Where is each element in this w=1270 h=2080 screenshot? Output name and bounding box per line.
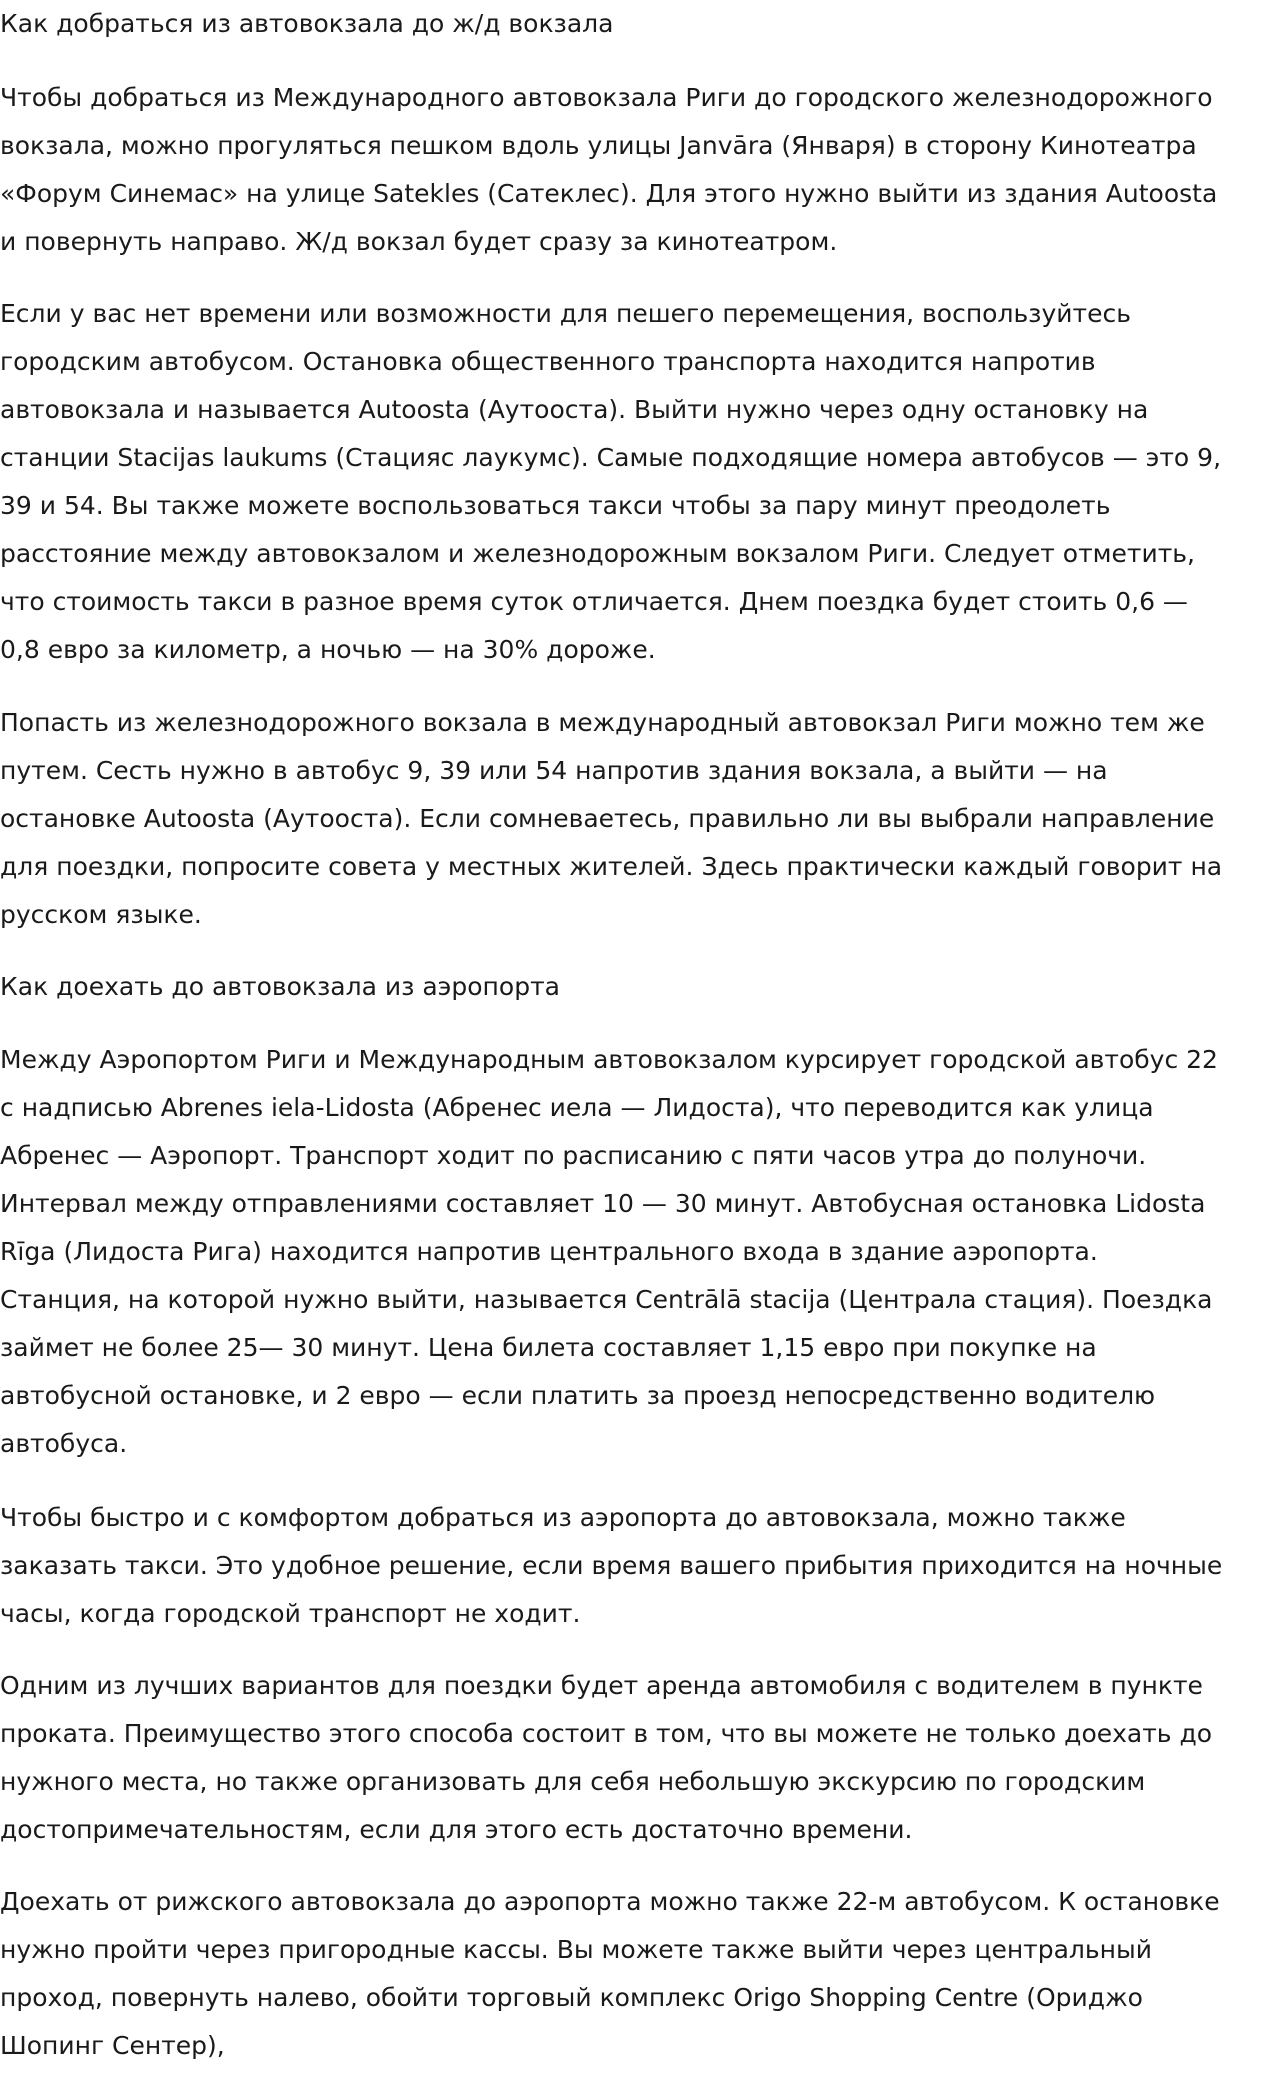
section-heading-bus-to-train-station: Как добраться из автовокзала до ж/д вокзала xyxy=(0,9,614,38)
paragraph-car-rental: Одним из лучших вариантов для поездки будет аренда автомобиля с водителем в пункте проката. Преимущество этого способа состоит в том, что вы можете не только доехать до нужного места, но также организовать для себя небольшую экскурсию по городским достопримечательностям, если для этого есть достаточно времени. xyxy=(0,1671,1213,1844)
section-heading-airport-to-bus-station: Как доехать до автовокзала из аэропорта xyxy=(0,972,560,1001)
paragraph-city-bus-and-taxi: Если у вас нет времени или возможности для пешего перемещения, воспользуйтесь городским автобусом. Остановка общественного транспорта находится напротив автовокзала и называется Autoosta (Аутооста). Выйти нужно через одну остановку на станции Stacijas laukums (Стацияс лаукумс). Самые подходящие номера автобусов — это 9, 39 и 54. Вы также можете воспользоваться такси чтобы за пару минут преодолеть расстояние между автовокзалом и железнодорожным вокзалом Риги. Следует отметить, что стоимость такси в разное время суток отличается. Днем поездка будет стоить 0,6 — 0,8 евро за километр, а ночью — на 30% дороже. xyxy=(0,299,1222,664)
paragraph-bus-22: Между Аэропортом Риги и Международным автовокзалом курсирует городской автобус 22 с надписью Abrenes iela-Lidosta (Абренес иела — Лидоста), что переводится как улица Абренес — Аэропорт. Транспорт ходит по расписанию с пяти часов утра до полуночи. Интервал между отправлениями составляет 10 — 30 минут. Автобусная остановка Lidosta Rīga (Лидоста Рига) находится напротив центрального входа в здание аэропорта. Станция, на которой нужно выйти, называется Centrālā stacija (Централа стация). Поездка займет не более 25— 30 минут. Цена билета составляет 1,15 евро при покупке на автобусной остановке, и 2 евро — если платить за проезд непосредственно водителю автобуса. xyxy=(0,1045,1218,1458)
paragraph-bus-to-airport: Доехать от рижского автовокзала до аэропорта можно также 22-м автобусом. К остановке нужно пройти через пригородные кассы. Вы можете также выйти через центральный проход, повернуть налево, обойти торговый комплекс Origo Shopping Centre (Ориджо Шопинг Сентер), xyxy=(0,1887,1220,2060)
paragraph-airport-taxi: Чтобы быстро и с комфортом добраться из аэропорта до автовокзала, можно также заказать такси. Это удобное решение, если время вашего прибытия приходится на ночные часы, когда городской транспорт не ходит. xyxy=(0,1503,1223,1628)
paragraph-return-route: Попасть из железнодорожного вокзала в международный автовокзал Риги можно тем же путем. Сесть нужно в автобус 9, 39 или 54 напротив здания вокзала, а выйти — на остановке Autoosta (Аутооста). Если сомневаетесь, правильно ли вы выбрали направление для поездки, попросите совета у местных жителей. Здесь практически каждый говорит на русском языке. xyxy=(0,708,1223,929)
paragraph-walking-route: Чтобы добраться из Международного автовокзала Риги до городского железнодорожного вокзала, можно прогуляться пешком вдоль улицы Janvāra (Января) в сторону Кинотеатра «Форум Синемас» на улице Satekles (Сатеклес). Для этого нужно выйти из здания Autoosta и повернуть направо. Ж/д вокзал будет сразу за кинотеатром. xyxy=(0,83,1218,256)
